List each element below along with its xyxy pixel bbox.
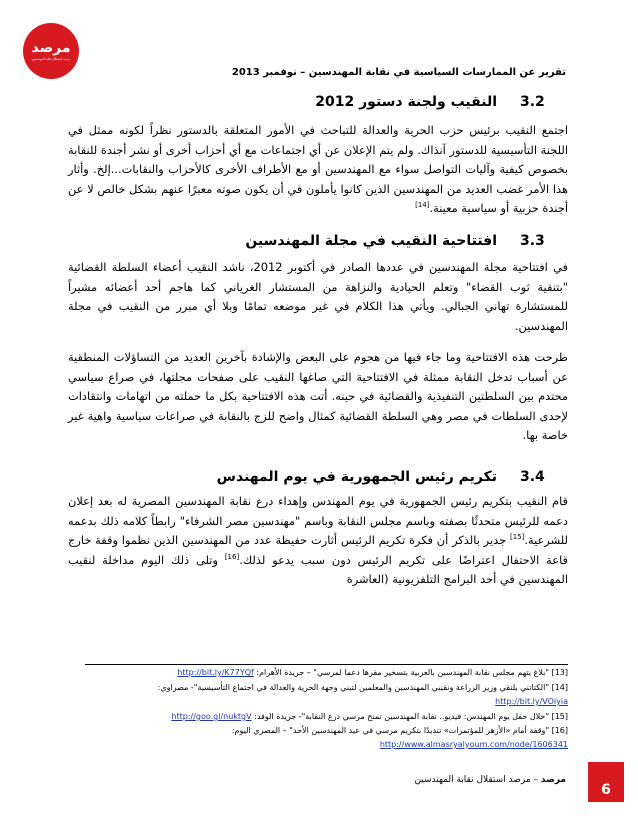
footnote-ref[interactable]: [15] xyxy=(509,533,525,542)
marsad-logo xyxy=(23,23,79,79)
section-title: افتتاحية النقيب في مجلة المهندسين xyxy=(245,233,497,249)
footnote-link[interactable]: http://bit.ly/VOiyia xyxy=(495,697,568,706)
footnote xyxy=(171,712,568,721)
footnote-text: [16] "وقفة أمام «الأزهر للمؤتمرات» تنديدًا بتكريم مرسي في عيد المهندسين الأحد" – المصري اليوم: xyxy=(231,726,568,735)
paragraph-text: وتلى ذلك اليوم مداخلة لنقيب المهندسين في أحد البرامج التلفزيونية (العاشرة xyxy=(68,552,568,587)
footnote xyxy=(232,726,568,735)
section-paragraph xyxy=(68,121,568,219)
footnote-link[interactable]: http://bit.ly/K77YQf xyxy=(177,668,254,677)
section-title: تكريم رئيس الجمهورية في يوم المهندس xyxy=(216,469,497,485)
footnote-text: [14] "الكتاتني يلتقي وزير الزراعة ونقيبي المهندسين والمعلمين لتبني وجهة الحرية والعدالة في اجتماع التأسيسية"- مصراوي: xyxy=(157,683,568,692)
footnote-text: [15] "خلال حفل يوم المهندس: فيديو.. نقابة المهندسين تمنح مرسي درع النقابة"- جريدة الوفد: xyxy=(254,712,568,721)
footnote xyxy=(158,683,568,692)
paragraph-text: جدير بالذكر أن فكرة تكريم الرئيس أثارت حفيظة عدد من المهندسين الذين نظموا وقفة خارج قاعة الاحتفال اعتراضًا على تكريم الرئيس دون سبب يدعو لذلك. xyxy=(68,533,568,567)
section-number: 3.2 xyxy=(520,94,545,110)
footnote xyxy=(177,668,568,677)
paragraph-text: اجتمع النقيب برئيس حزب الحرية والعدالة للتباحث في الأمور المتعلقة بالدستور نظراً لكونه ممثل في اللجنة التأسيسية للدستور آنذاك. ولم يتم الإعلان عن أي اجتماعات مع أي أحزاب أخرى أو نشر أجندة للنقابة بخصوص كيفية وآليات التواصل سواء مع المهندسين أو مع الأطراف الأخرى كالأحزاب والنقابات...إلخ. وأثار هذا الأمر غضب العديد من المهندسين الذين كانوا يأملون في أن يكون صوته معبرًا عنهم بشكل خالص لا عن أجندة حزبية أو سياسية معينة. xyxy=(68,123,568,216)
logo-subtext: مرصد استقلال نقابة المهندسين xyxy=(31,57,71,61)
section-paragraph xyxy=(68,492,568,590)
footer-brand: مرصد xyxy=(540,775,566,785)
logo-text: مرصد xyxy=(31,40,71,56)
footnote-link[interactable]: http://goo.gl/nuktgV xyxy=(171,712,252,721)
section-paragraph: طرحت هذه الافتتاحية وما جاء فيها من هجوم على البعض والإشادة بآخرين العديد من التساؤلات المنطقية عن أسباب تدخل النقابة ممثلة في الافتتاحية التي صاغها النقيب على صفحات مجلتها، في صراع سياسي محتدم بين السلطتين التنفيذية والقضائية في حينه. أتت هذه الافتتاحية بكل ما حملته من اتهامات وانتقادات لإحدى السلطات في مصر وهي السلطة القضائية كمثال واضح للزج بالنقابة في صراعات سياسية واهية غير خاصة بها. xyxy=(68,350,568,443)
footnote-link[interactable]: http://www.almasryalyoum.com/node/1606341 xyxy=(379,740,568,749)
section-number: 3.3 xyxy=(520,233,545,249)
report-header: تقرير عن الممارسات السياسية في نقابة المهندسين – نوفمبر 2013 xyxy=(231,67,566,78)
section-number: 3.4 xyxy=(520,469,545,485)
footer-text: – مرصد استقلال نقابة المهندسين xyxy=(414,775,539,785)
section-title: النقيب ولجنة دستور 2012 xyxy=(315,94,497,110)
page-footer xyxy=(414,775,566,785)
footnote-ref[interactable]: [14] xyxy=(415,201,430,210)
section-paragraph: في افتتاحية مجلة المهندسين في عددها الصادر في أكتوبر 2012، ناشد النقيب أعضاء السلطة القضائية "بتنقية ثوب القضاء" وتعلم الحيادية والنزاهة من المستشار الغرياني كما هاجم أحد أعضائه مشيراً للمستشارة تهاني الجبالي. ويأتي هذا الكلام في غير موضعه تمامًا وبلا أي مبرر من النقيب في مجلة المهندسين. xyxy=(68,260,569,333)
paragraph-text: قام النقيب بتكريم رئيس الجمهورية في يوم المهندس وإهداء درع نقابة المهندسين المصرية له بعد إعلان دعمه للرئيس متحدثًا بصفته وباسم مجلس النقابة وباسم "مهندسين مصر الشرفاء" رابطاً كلامه ذلك بدعمه للشرعية. xyxy=(68,494,568,548)
footnote-divider xyxy=(85,664,568,665)
footnote-text: [13] "بلاغ يتهم مجلس نقابة المهندسين بالعربية بتسخير مقرها دعما لمرسي" – جريدة الأهرام: xyxy=(256,668,568,677)
page-number: 6 xyxy=(588,762,624,802)
footnote-ref[interactable]: [16] xyxy=(224,552,240,561)
